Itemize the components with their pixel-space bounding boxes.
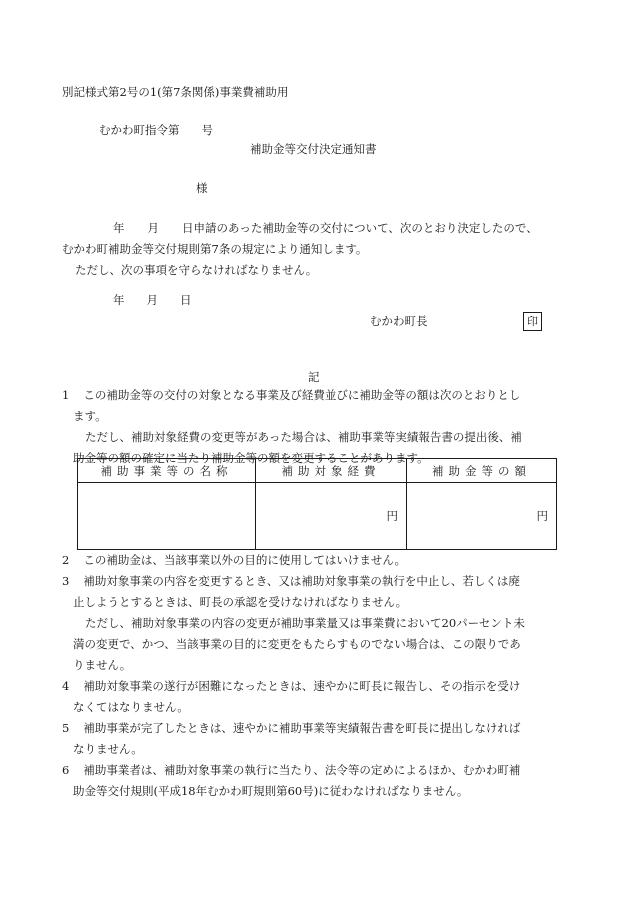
issue-date-year: 年 xyxy=(113,293,125,307)
intro-paragraph xyxy=(62,218,558,281)
item-3-number: 3 xyxy=(62,574,70,588)
item-2 xyxy=(62,550,558,571)
intro-line-2: むかわ町補助金等交付規則第7条の規定により通知します。 xyxy=(62,242,368,256)
item-5-line-2: なりません。 xyxy=(73,742,143,756)
item-3-line-2: 止しようとするときは、町長の承認を受けなければなりません。 xyxy=(73,595,408,609)
item-1-line-4: 助金等の額の確定に当たり補助金等の額を変更することがあります。 xyxy=(73,451,429,465)
item-2-line-1: この補助金は、当該事業以外の目的に使用してはいけません。 xyxy=(83,553,407,567)
item-4-line-2: なくてはなりません。 xyxy=(73,700,189,714)
intro-line-3: ただし、次の事項を守らなければなりません。 xyxy=(75,263,318,277)
document-title: 補助金等交付決定通知書 xyxy=(250,142,377,156)
header-eligible-cost: 補助対象経費 xyxy=(256,459,407,483)
document-number xyxy=(99,122,213,138)
item-3-line-1: 補助対象事業の内容を変更するとき、又は補助対象事業の執行を中止し、若しくは廃 xyxy=(83,574,520,588)
item-5-line-1: 補助事業が完了したときは、速やかに補助事業等実績報告書を町長に提出しなければ xyxy=(83,721,521,735)
intro-line-1 xyxy=(62,218,558,239)
item-2-number: 2 xyxy=(62,553,70,567)
document-number-prefix: むかわ町指令第 xyxy=(99,123,180,137)
item-1-number: 1 xyxy=(62,388,70,402)
item-3 xyxy=(62,571,558,592)
items-2-6 xyxy=(62,550,558,802)
item-1-line-1: この補助金等の交付の対象となる事業及び経費並びに補助金等の額は次のとおりとし xyxy=(83,388,521,402)
issue-date xyxy=(113,292,192,308)
item-3-line-4: 満の変更で、かつ、当該事業の目的に変更をもたらすものでない場合は、この限りであ xyxy=(73,637,521,651)
eligible-cost-unit: 円 xyxy=(386,509,398,523)
item-6 xyxy=(62,760,558,781)
subsidy-amount-cell[interactable] xyxy=(407,483,557,550)
header-subsidy-amount: 補助金等の額 xyxy=(407,459,557,483)
project-name-cell[interactable] xyxy=(78,483,256,550)
item-4-number: 4 xyxy=(62,679,70,693)
item-6-line-1: 補助事業者は、補助対象事業の執行に当たり、法令等の定めによるほか、むかわ町補 xyxy=(83,763,521,777)
subsidy-amount-unit: 円 xyxy=(536,509,548,523)
header-project-name: 補助事業等の名称 xyxy=(78,459,256,483)
issue-date-month: 月 xyxy=(146,293,158,307)
table-header-row xyxy=(78,459,557,483)
addressee-suffix: 様 xyxy=(196,181,208,195)
document-number-suffix: 号 xyxy=(201,123,213,137)
item-3-line-3: ただし、補助対象事業の内容の変更が補助事業量又は事業費において20パーセント未 xyxy=(85,616,525,630)
intro-year: 年 xyxy=(113,221,125,235)
table-row xyxy=(78,483,557,550)
item-5 xyxy=(62,718,558,739)
form-id-label: 別記様式第2号の1(第7条関係)事業費補助用 xyxy=(62,85,289,99)
ki-heading: 記 xyxy=(308,370,320,384)
item-4-line-1: 補助対象事業の遂行が困難になったときは、速やかに町長に報告し、その指示を受け xyxy=(83,679,521,693)
issue-date-day: 日 xyxy=(180,293,192,307)
item-1-line-2: ます。 xyxy=(73,409,107,423)
seal-mark: 印 xyxy=(523,312,542,331)
item-1-line-3: ただし、補助対象経費の変更等があった場合は、補助事業等実績報告書の提出後、補 xyxy=(85,430,522,444)
item-1 xyxy=(62,385,558,469)
item-3-line-5: りません。 xyxy=(73,658,132,672)
item-4 xyxy=(62,676,558,697)
intro-line-1-tail: 日申請のあった補助金等の交付について、次のとおり決定したので、 xyxy=(182,221,538,235)
eligible-cost-cell[interactable] xyxy=(256,483,407,550)
intro-month: 月 xyxy=(147,221,159,235)
item-6-line-2: 助金等交付規則(平成18年むかわ町規則第60号)に従わなければなりません。 xyxy=(73,784,469,798)
subsidy-amount-table xyxy=(77,458,557,550)
item-5-number: 5 xyxy=(62,721,70,735)
item-6-number: 6 xyxy=(62,763,70,777)
issuer-name: むかわ町長 xyxy=(370,314,428,328)
